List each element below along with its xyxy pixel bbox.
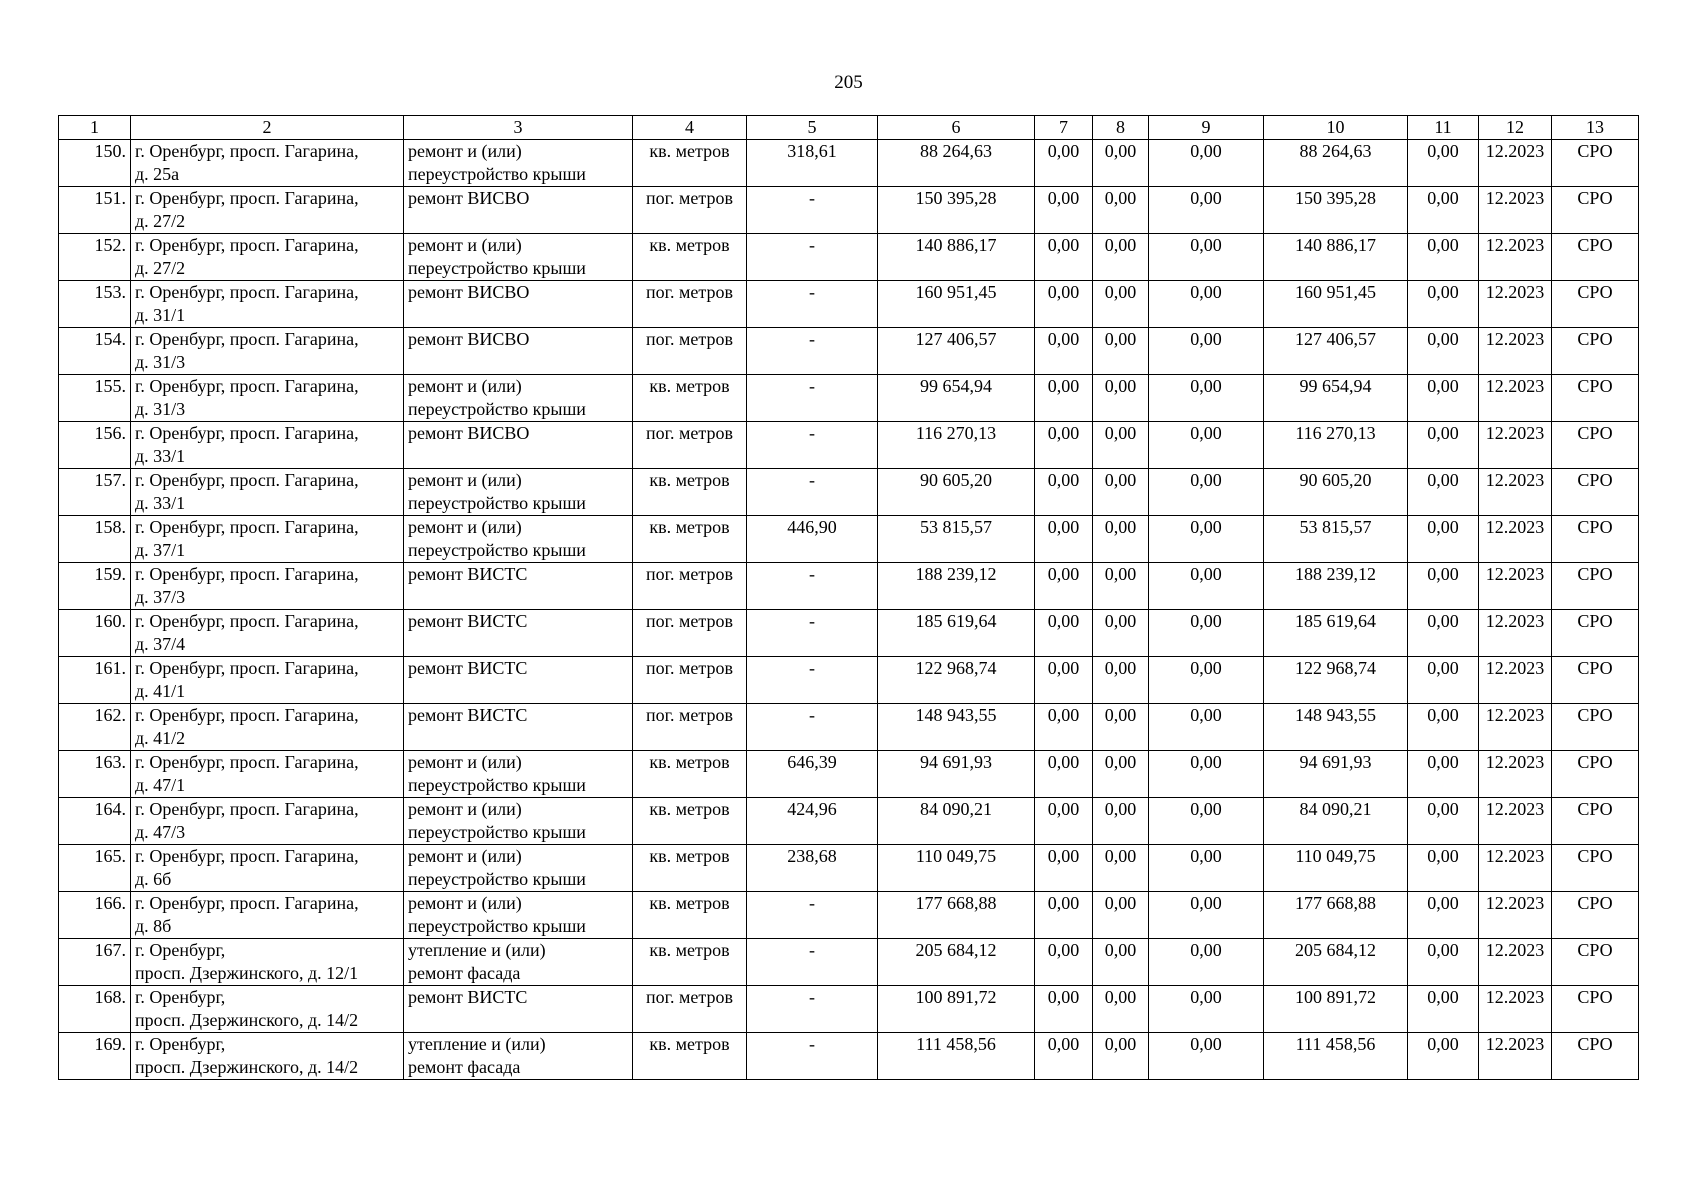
unit-cell: пог. метров — [633, 187, 747, 234]
value-cell-11: 0,00 — [1408, 892, 1479, 939]
total-cost-cell: 84 090,21 — [878, 798, 1035, 845]
work-type-cell: ремонт и (или) переустройство крыши — [404, 469, 633, 516]
column-number-header: 8 — [1093, 116, 1149, 140]
total-cost-cell: 90 605,20 — [878, 469, 1035, 516]
table-row — [59, 939, 1639, 986]
unit-cell: кв. метров — [633, 751, 747, 798]
value-cell-8: 0,00 — [1093, 986, 1149, 1033]
value-cell-7: 0,00 — [1035, 516, 1093, 563]
total-cost-cell: 116 270,13 — [878, 422, 1035, 469]
unit-cell: пог. метров — [633, 657, 747, 704]
value-cell-9: 0,00 — [1149, 845, 1264, 892]
value-cell-7: 0,00 — [1035, 845, 1093, 892]
unit-cell: пог. метров — [633, 610, 747, 657]
value-cell-11: 0,00 — [1408, 657, 1479, 704]
table-row — [59, 328, 1639, 375]
value-cell-8: 0,00 — [1093, 751, 1149, 798]
value-cell-7: 0,00 — [1035, 469, 1093, 516]
work-type-cell: ремонт и (или) переустройство крыши — [404, 845, 633, 892]
total-cost-cell: 205 684,12 — [878, 939, 1035, 986]
value-cell-7: 0,00 — [1035, 234, 1093, 281]
cost-cell-10: 160 951,45 — [1264, 281, 1408, 328]
cost-cell-10: 99 654,94 — [1264, 375, 1408, 422]
value-cell-7: 0,00 — [1035, 187, 1093, 234]
address-cell: г. Оренбург, просп. Гагарина, д. 41/1 — [131, 657, 404, 704]
address-cell: г. Оренбург, просп. Гагарина, д. 31/1 — [131, 281, 404, 328]
total-cost-cell: 148 943,55 — [878, 704, 1035, 751]
cost-cell-10: 185 619,64 — [1264, 610, 1408, 657]
method-cell: СРО — [1552, 892, 1639, 939]
quantity-cell: 446,90 — [747, 516, 878, 563]
quantity-cell: - — [747, 469, 878, 516]
quantity-cell: - — [747, 1033, 878, 1080]
work-type-cell: утепление и (или) ремонт фасада — [404, 939, 633, 986]
method-cell: СРО — [1552, 1033, 1639, 1080]
quantity-cell: 318,61 — [747, 140, 878, 187]
cost-cell-10: 111 458,56 — [1264, 1033, 1408, 1080]
unit-cell: кв. метров — [633, 798, 747, 845]
column-number-header: 5 — [747, 116, 878, 140]
address-cell: г. Оренбург, просп. Гагарина, д. 37/3 — [131, 563, 404, 610]
quantity-cell: - — [747, 986, 878, 1033]
unit-cell: кв. метров — [633, 892, 747, 939]
work-type-cell: ремонт и (или) переустройство крыши — [404, 892, 633, 939]
quantity-cell: - — [747, 892, 878, 939]
work-type-cell: ремонт ВИСВО — [404, 281, 633, 328]
deadline-cell: 12.2023 — [1479, 281, 1552, 328]
total-cost-cell: 53 815,57 — [878, 516, 1035, 563]
value-cell-11: 0,00 — [1408, 939, 1479, 986]
value-cell-11: 0,00 — [1408, 986, 1479, 1033]
value-cell-7: 0,00 — [1035, 939, 1093, 986]
cost-cell-10: 188 239,12 — [1264, 563, 1408, 610]
value-cell-11: 0,00 — [1408, 187, 1479, 234]
value-cell-9: 0,00 — [1149, 892, 1264, 939]
column-number-header: 1 — [59, 116, 131, 140]
value-cell-9: 0,00 — [1149, 657, 1264, 704]
address-cell: г. Оренбург, просп. Дзержинского, д. 14/2 — [131, 986, 404, 1033]
table-row — [59, 610, 1639, 657]
table-row — [59, 657, 1639, 704]
column-number-header: 13 — [1552, 116, 1639, 140]
address-cell: г. Оренбург, просп. Гагарина, д. 41/2 — [131, 704, 404, 751]
work-type-cell: ремонт и (или) переустройство крыши — [404, 516, 633, 563]
cost-cell-10: 116 270,13 — [1264, 422, 1408, 469]
table-row — [59, 892, 1639, 939]
quantity-cell: - — [747, 234, 878, 281]
row-number-cell: 163. — [59, 751, 131, 798]
value-cell-11: 0,00 — [1408, 563, 1479, 610]
deadline-cell: 12.2023 — [1479, 516, 1552, 563]
total-cost-cell: 177 668,88 — [878, 892, 1035, 939]
total-cost-cell: 160 951,45 — [878, 281, 1035, 328]
column-number-header: 10 — [1264, 116, 1408, 140]
value-cell-8: 0,00 — [1093, 328, 1149, 375]
value-cell-9: 0,00 — [1149, 469, 1264, 516]
value-cell-7: 0,00 — [1035, 751, 1093, 798]
work-type-cell: ремонт и (или) переустройство крыши — [404, 751, 633, 798]
value-cell-9: 0,00 — [1149, 375, 1264, 422]
value-cell-11: 0,00 — [1408, 845, 1479, 892]
method-cell: СРО — [1552, 516, 1639, 563]
row-number-cell: 158. — [59, 516, 131, 563]
cost-cell-10: 177 668,88 — [1264, 892, 1408, 939]
quantity-cell: - — [747, 187, 878, 234]
total-cost-cell: 110 049,75 — [878, 845, 1035, 892]
method-cell: СРО — [1552, 187, 1639, 234]
cost-cell-10: 84 090,21 — [1264, 798, 1408, 845]
deadline-cell: 12.2023 — [1479, 422, 1552, 469]
value-cell-7: 0,00 — [1035, 798, 1093, 845]
value-cell-8: 0,00 — [1093, 140, 1149, 187]
row-number-cell: 153. — [59, 281, 131, 328]
value-cell-8: 0,00 — [1093, 422, 1149, 469]
cost-cell-10: 148 943,55 — [1264, 704, 1408, 751]
unit-cell: пог. метров — [633, 422, 747, 469]
work-type-cell: ремонт ВИСТС — [404, 704, 633, 751]
address-cell: г. Оренбург, просп. Дзержинского, д. 12/1 — [131, 939, 404, 986]
deadline-cell: 12.2023 — [1479, 375, 1552, 422]
total-cost-cell: 150 395,28 — [878, 187, 1035, 234]
value-cell-11: 0,00 — [1408, 798, 1479, 845]
address-cell: г. Оренбург, просп. Гагарина, д. 47/3 — [131, 798, 404, 845]
method-cell: СРО — [1552, 281, 1639, 328]
deadline-cell: 12.2023 — [1479, 751, 1552, 798]
cost-cell-10: 100 891,72 — [1264, 986, 1408, 1033]
table-row — [59, 516, 1639, 563]
column-number-header: 4 — [633, 116, 747, 140]
value-cell-8: 0,00 — [1093, 798, 1149, 845]
row-number-cell: 150. — [59, 140, 131, 187]
table-row — [59, 845, 1639, 892]
row-number-cell: 160. — [59, 610, 131, 657]
method-cell: СРО — [1552, 704, 1639, 751]
total-cost-cell: 127 406,57 — [878, 328, 1035, 375]
work-type-cell: ремонт ВИСВО — [404, 328, 633, 375]
column-number-header: 3 — [404, 116, 633, 140]
deadline-cell: 12.2023 — [1479, 469, 1552, 516]
unit-cell: кв. метров — [633, 234, 747, 281]
table-row — [59, 751, 1639, 798]
total-cost-cell: 94 691,93 — [878, 751, 1035, 798]
deadline-cell: 12.2023 — [1479, 1033, 1552, 1080]
value-cell-8: 0,00 — [1093, 1033, 1149, 1080]
deadline-cell: 12.2023 — [1479, 657, 1552, 704]
table-row — [59, 798, 1639, 845]
unit-cell: кв. метров — [633, 375, 747, 422]
address-cell: г. Оренбург, просп. Гагарина, д. 8б — [131, 892, 404, 939]
unit-cell: кв. метров — [633, 845, 747, 892]
address-cell: г. Оренбург, просп. Гагарина, д. 31/3 — [131, 375, 404, 422]
row-number-cell: 164. — [59, 798, 131, 845]
unit-cell: пог. метров — [633, 328, 747, 375]
value-cell-8: 0,00 — [1093, 704, 1149, 751]
value-cell-9: 0,00 — [1149, 610, 1264, 657]
value-cell-8: 0,00 — [1093, 281, 1149, 328]
unit-cell: кв. метров — [633, 140, 747, 187]
total-cost-cell: 140 886,17 — [878, 234, 1035, 281]
quantity-cell: - — [747, 422, 878, 469]
total-cost-cell: 111 458,56 — [878, 1033, 1035, 1080]
method-cell: СРО — [1552, 563, 1639, 610]
value-cell-9: 0,00 — [1149, 1033, 1264, 1080]
value-cell-8: 0,00 — [1093, 187, 1149, 234]
register-body — [59, 140, 1639, 1080]
unit-cell: пог. метров — [633, 281, 747, 328]
value-cell-11: 0,00 — [1408, 516, 1479, 563]
value-cell-9: 0,00 — [1149, 516, 1264, 563]
value-cell-8: 0,00 — [1093, 610, 1149, 657]
method-cell: СРО — [1552, 751, 1639, 798]
work-type-cell: ремонт и (или) переустройство крыши — [404, 234, 633, 281]
value-cell-7: 0,00 — [1035, 281, 1093, 328]
row-number-cell: 152. — [59, 234, 131, 281]
method-cell: СРО — [1552, 469, 1639, 516]
row-number-cell: 161. — [59, 657, 131, 704]
value-cell-9: 0,00 — [1149, 281, 1264, 328]
quantity-cell: - — [747, 375, 878, 422]
cost-cell-10: 122 968,74 — [1264, 657, 1408, 704]
table-row — [59, 281, 1639, 328]
quantity-cell: - — [747, 563, 878, 610]
column-number-row — [59, 116, 1639, 140]
table-row — [59, 234, 1639, 281]
work-type-cell: ремонт ВИСТС — [404, 657, 633, 704]
value-cell-8: 0,00 — [1093, 234, 1149, 281]
row-number-cell: 168. — [59, 986, 131, 1033]
method-cell: СРО — [1552, 798, 1639, 845]
value-cell-9: 0,00 — [1149, 140, 1264, 187]
cost-cell-10: 150 395,28 — [1264, 187, 1408, 234]
unit-cell: кв. метров — [633, 1033, 747, 1080]
row-number-cell: 169. — [59, 1033, 131, 1080]
deadline-cell: 12.2023 — [1479, 328, 1552, 375]
address-cell: г. Оренбург, просп. Гагарина, д. 6б — [131, 845, 404, 892]
value-cell-7: 0,00 — [1035, 375, 1093, 422]
value-cell-11: 0,00 — [1408, 469, 1479, 516]
deadline-cell: 12.2023 — [1479, 892, 1552, 939]
row-number-cell: 162. — [59, 704, 131, 751]
value-cell-11: 0,00 — [1408, 704, 1479, 751]
value-cell-7: 0,00 — [1035, 892, 1093, 939]
method-cell: СРО — [1552, 375, 1639, 422]
value-cell-8: 0,00 — [1093, 892, 1149, 939]
value-cell-8: 0,00 — [1093, 563, 1149, 610]
deadline-cell: 12.2023 — [1479, 187, 1552, 234]
value-cell-8: 0,00 — [1093, 516, 1149, 563]
deadline-cell: 12.2023 — [1479, 563, 1552, 610]
total-cost-cell: 185 619,64 — [878, 610, 1035, 657]
total-cost-cell: 88 264,63 — [878, 140, 1035, 187]
address-cell: г. Оренбург, просп. Гагарина, д. 27/2 — [131, 187, 404, 234]
value-cell-9: 0,00 — [1149, 328, 1264, 375]
address-cell: г. Оренбург, просп. Гагарина, д. 25а — [131, 140, 404, 187]
quantity-cell: - — [747, 281, 878, 328]
table-row — [59, 187, 1639, 234]
address-cell: г. Оренбург, просп. Гагарина, д. 27/2 — [131, 234, 404, 281]
total-cost-cell: 122 968,74 — [878, 657, 1035, 704]
deadline-cell: 12.2023 — [1479, 140, 1552, 187]
cost-cell-10: 94 691,93 — [1264, 751, 1408, 798]
cost-cell-10: 53 815,57 — [1264, 516, 1408, 563]
value-cell-11: 0,00 — [1408, 281, 1479, 328]
row-number-cell: 166. — [59, 892, 131, 939]
value-cell-11: 0,00 — [1408, 610, 1479, 657]
value-cell-8: 0,00 — [1093, 845, 1149, 892]
quantity-cell: 424,96 — [747, 798, 878, 845]
row-number-cell: 155. — [59, 375, 131, 422]
address-cell: г. Оренбург, просп. Гагарина, д. 37/1 — [131, 516, 404, 563]
unit-cell: пог. метров — [633, 704, 747, 751]
row-number-cell: 154. — [59, 328, 131, 375]
value-cell-7: 0,00 — [1035, 563, 1093, 610]
column-number-header: 7 — [1035, 116, 1093, 140]
method-cell: СРО — [1552, 234, 1639, 281]
value-cell-7: 0,00 — [1035, 328, 1093, 375]
row-number-cell: 156. — [59, 422, 131, 469]
work-type-cell: утепление и (или) ремонт фасада — [404, 1033, 633, 1080]
total-cost-cell: 99 654,94 — [878, 375, 1035, 422]
cost-cell-10: 205 684,12 — [1264, 939, 1408, 986]
deadline-cell: 12.2023 — [1479, 986, 1552, 1033]
method-cell: СРО — [1552, 610, 1639, 657]
cost-cell-10: 140 886,17 — [1264, 234, 1408, 281]
column-number-header: 2 — [131, 116, 404, 140]
value-cell-7: 0,00 — [1035, 986, 1093, 1033]
work-type-cell: ремонт и (или) переустройство крыши — [404, 375, 633, 422]
work-type-cell: ремонт и (или) переустройство крыши — [404, 798, 633, 845]
deadline-cell: 12.2023 — [1479, 845, 1552, 892]
value-cell-9: 0,00 — [1149, 187, 1264, 234]
table-row — [59, 375, 1639, 422]
address-cell: г. Оренбург, просп. Гагарина, д. 47/1 — [131, 751, 404, 798]
value-cell-9: 0,00 — [1149, 798, 1264, 845]
repair-register-table — [58, 115, 1639, 1080]
work-type-cell: ремонт и (или) переустройство крыши — [404, 140, 633, 187]
value-cell-9: 0,00 — [1149, 234, 1264, 281]
total-cost-cell: 100 891,72 — [878, 986, 1035, 1033]
value-cell-7: 0,00 — [1035, 610, 1093, 657]
method-cell: СРО — [1552, 422, 1639, 469]
address-cell: г. Оренбург, просп. Гагарина, д. 33/1 — [131, 469, 404, 516]
value-cell-9: 0,00 — [1149, 563, 1264, 610]
table-row — [59, 704, 1639, 751]
row-number-cell: 151. — [59, 187, 131, 234]
column-number-header: 12 — [1479, 116, 1552, 140]
address-cell: г. Оренбург, просп. Гагарина, д. 33/1 — [131, 422, 404, 469]
table-row — [59, 1033, 1639, 1080]
value-cell-9: 0,00 — [1149, 704, 1264, 751]
cost-cell-10: 110 049,75 — [1264, 845, 1408, 892]
cost-cell-10: 127 406,57 — [1264, 328, 1408, 375]
deadline-cell: 12.2023 — [1479, 610, 1552, 657]
address-cell: г. Оренбург, просп. Гагарина, д. 31/3 — [131, 328, 404, 375]
work-type-cell: ремонт ВИСТС — [404, 986, 633, 1033]
total-cost-cell: 188 239,12 — [878, 563, 1035, 610]
row-number-cell: 165. — [59, 845, 131, 892]
table-row — [59, 422, 1639, 469]
value-cell-7: 0,00 — [1035, 422, 1093, 469]
deadline-cell: 12.2023 — [1479, 939, 1552, 986]
unit-cell: кв. метров — [633, 516, 747, 563]
value-cell-11: 0,00 — [1408, 140, 1479, 187]
quantity-cell: 238,68 — [747, 845, 878, 892]
value-cell-11: 0,00 — [1408, 328, 1479, 375]
value-cell-11: 0,00 — [1408, 422, 1479, 469]
value-cell-9: 0,00 — [1149, 939, 1264, 986]
address-cell: г. Оренбург, просп. Гагарина, д. 37/4 — [131, 610, 404, 657]
value-cell-8: 0,00 — [1093, 375, 1149, 422]
table-row — [59, 140, 1639, 187]
value-cell-11: 0,00 — [1408, 234, 1479, 281]
value-cell-9: 0,00 — [1149, 986, 1264, 1033]
table-row — [59, 563, 1639, 610]
work-type-cell: ремонт ВИСТС — [404, 610, 633, 657]
value-cell-7: 0,00 — [1035, 1033, 1093, 1080]
value-cell-11: 0,00 — [1408, 751, 1479, 798]
page-number: 205 — [834, 72, 863, 93]
table-row — [59, 469, 1639, 516]
row-number-cell: 167. — [59, 939, 131, 986]
quantity-cell: - — [747, 704, 878, 751]
column-number-header: 9 — [1149, 116, 1264, 140]
value-cell-8: 0,00 — [1093, 657, 1149, 704]
row-number-cell: 159. — [59, 563, 131, 610]
quantity-cell: - — [747, 657, 878, 704]
cost-cell-10: 88 264,63 — [1264, 140, 1408, 187]
value-cell-9: 0,00 — [1149, 422, 1264, 469]
value-cell-8: 0,00 — [1093, 469, 1149, 516]
deadline-cell: 12.2023 — [1479, 704, 1552, 751]
deadline-cell: 12.2023 — [1479, 234, 1552, 281]
table-row — [59, 986, 1639, 1033]
cost-cell-10: 90 605,20 — [1264, 469, 1408, 516]
value-cell-11: 0,00 — [1408, 375, 1479, 422]
method-cell: СРО — [1552, 845, 1639, 892]
work-type-cell: ремонт ВИСВО — [404, 422, 633, 469]
value-cell-7: 0,00 — [1035, 657, 1093, 704]
quantity-cell: - — [747, 328, 878, 375]
value-cell-7: 0,00 — [1035, 704, 1093, 751]
column-number-header: 11 — [1408, 116, 1479, 140]
method-cell: СРО — [1552, 986, 1639, 1033]
unit-cell: пог. метров — [633, 986, 747, 1033]
work-type-cell: ремонт ВИСВО — [404, 187, 633, 234]
quantity-cell: 646,39 — [747, 751, 878, 798]
value-cell-8: 0,00 — [1093, 939, 1149, 986]
quantity-cell: - — [747, 610, 878, 657]
method-cell: СРО — [1552, 140, 1639, 187]
value-cell-9: 0,00 — [1149, 751, 1264, 798]
method-cell: СРО — [1552, 939, 1639, 986]
unit-cell: пог. метров — [633, 563, 747, 610]
value-cell-11: 0,00 — [1408, 1033, 1479, 1080]
method-cell: СРО — [1552, 657, 1639, 704]
row-number-cell: 157. — [59, 469, 131, 516]
quantity-cell: - — [747, 939, 878, 986]
unit-cell: кв. метров — [633, 469, 747, 516]
unit-cell: кв. метров — [633, 939, 747, 986]
column-number-header: 6 — [878, 116, 1035, 140]
method-cell: СРО — [1552, 328, 1639, 375]
work-type-cell: ремонт ВИСТС — [404, 563, 633, 610]
value-cell-7: 0,00 — [1035, 140, 1093, 187]
address-cell: г. Оренбург, просп. Дзержинского, д. 14/2 — [131, 1033, 404, 1080]
deadline-cell: 12.2023 — [1479, 798, 1552, 845]
